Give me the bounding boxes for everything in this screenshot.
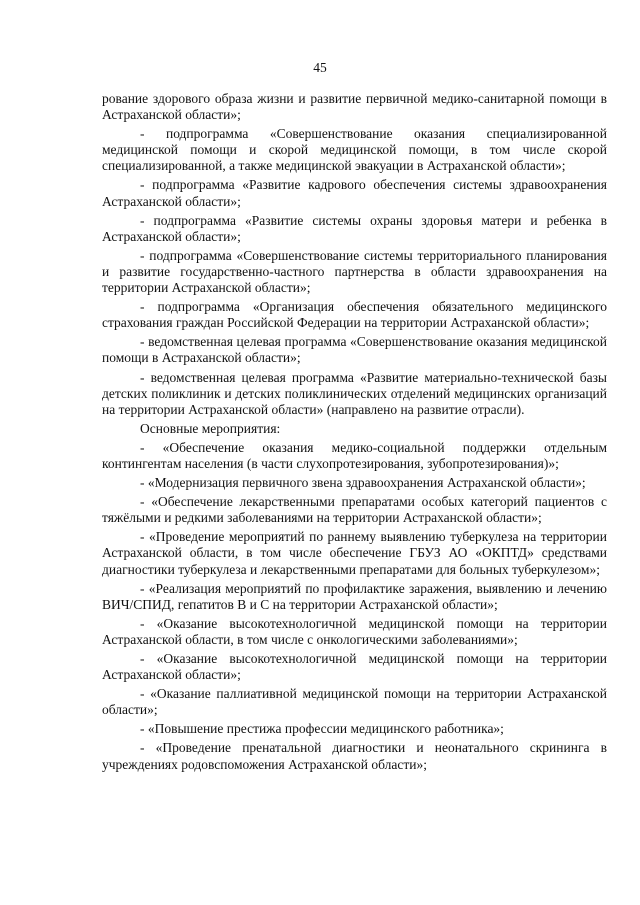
paragraph: - «Обеспечение лекарственными препаратами особых категорий пациентов с тяжёлыми и редкими заболеваниями на территории Астраханской области»; xyxy=(102,494,607,526)
paragraph: - подпрограмма «Совершенствование оказания специализированной медицинской помощи и скорой медицинской помощи, в том числе скорой специализированной, а также медицинской эвакуации в Астраханской области»; xyxy=(102,126,607,174)
paragraph: - «Повышение престижа профессии медицинского работника»; xyxy=(140,721,504,737)
paragraph: - ведомственная целевая программа «Развитие материально-технической базы детских поликлиник и детских поликлинических отделений медицинских организаций на территории Астраханской области» (направлено на развитие отрасли). xyxy=(102,369,607,417)
paragraph: - «Оказание высокотехнологичной медицинской помощи на территории Астраханской области, в том числе с онкологическими заболеваниями»; xyxy=(102,615,607,647)
paragraph: - подпрограмма «Развитие кадрового обеспечения системы здравоохранения Астраханской области»; xyxy=(102,177,607,209)
document-body xyxy=(102,91,607,776)
paragraph: рование здорового образа жизни и развитие первичной медико-санитарной помощи в Астраханской области»; xyxy=(102,91,607,123)
paragraph: - подпрограмма «Развитие системы охраны здоровья матери и ребенка в Астраханской области»; xyxy=(102,212,607,244)
paragraph: - ведомственная целевая программа «Совершенствование оказания медицинской помощи в Астраханской области»; xyxy=(102,334,607,366)
paragraph: - «Реализация мероприятий по профилактике заражения, выявлению и лечению ВИЧ/СПИД, гепатитов В и С на территории Астраханской области»; xyxy=(102,580,607,612)
paragraph: - «Обеспечение оказания медико-социальной поддержки отдельным контингентам населения (в части слухопротезирования, зубопротезирования)»; xyxy=(102,439,607,471)
paragraph: - «Модернизация первичного звена здравоохранения Астраханской области»; xyxy=(140,475,586,491)
paragraph: Основные мероприятия: xyxy=(140,420,281,436)
paragraph: - «Оказание высокотехнологичной медицинской помощи на территории Астраханской области»; xyxy=(102,651,607,683)
page-number: 45 xyxy=(313,60,327,75)
paragraph: - подпрограмма «Организация обеспечения обязательного медицинского страхования граждан Российской Федерации на территории Астраханской области»; xyxy=(102,299,607,331)
paragraph: - «Оказание паллиативной медицинской помощи на территории Астраханской области»; xyxy=(102,686,607,718)
paragraph: - подпрограмма «Совершенствование системы территориального планирования и развитие государственно-частного партнерства в области здравоохранения на территории Астраханской области»; xyxy=(102,247,607,296)
paragraph: - «Проведение мероприятий по раннему выявлению туберкулеза на территории Астраханской области, в том числе обеспечение ГБУЗ АО «ОКПТД» средствами диагностики туберкулеза и лекарственными препаратами для больных туберкулезом»; xyxy=(102,529,607,577)
paragraph: - «Проведение пренатальной диагностики и неонатального скрининга в учреждениях родовспоможения Астраханской области»; xyxy=(102,740,607,772)
